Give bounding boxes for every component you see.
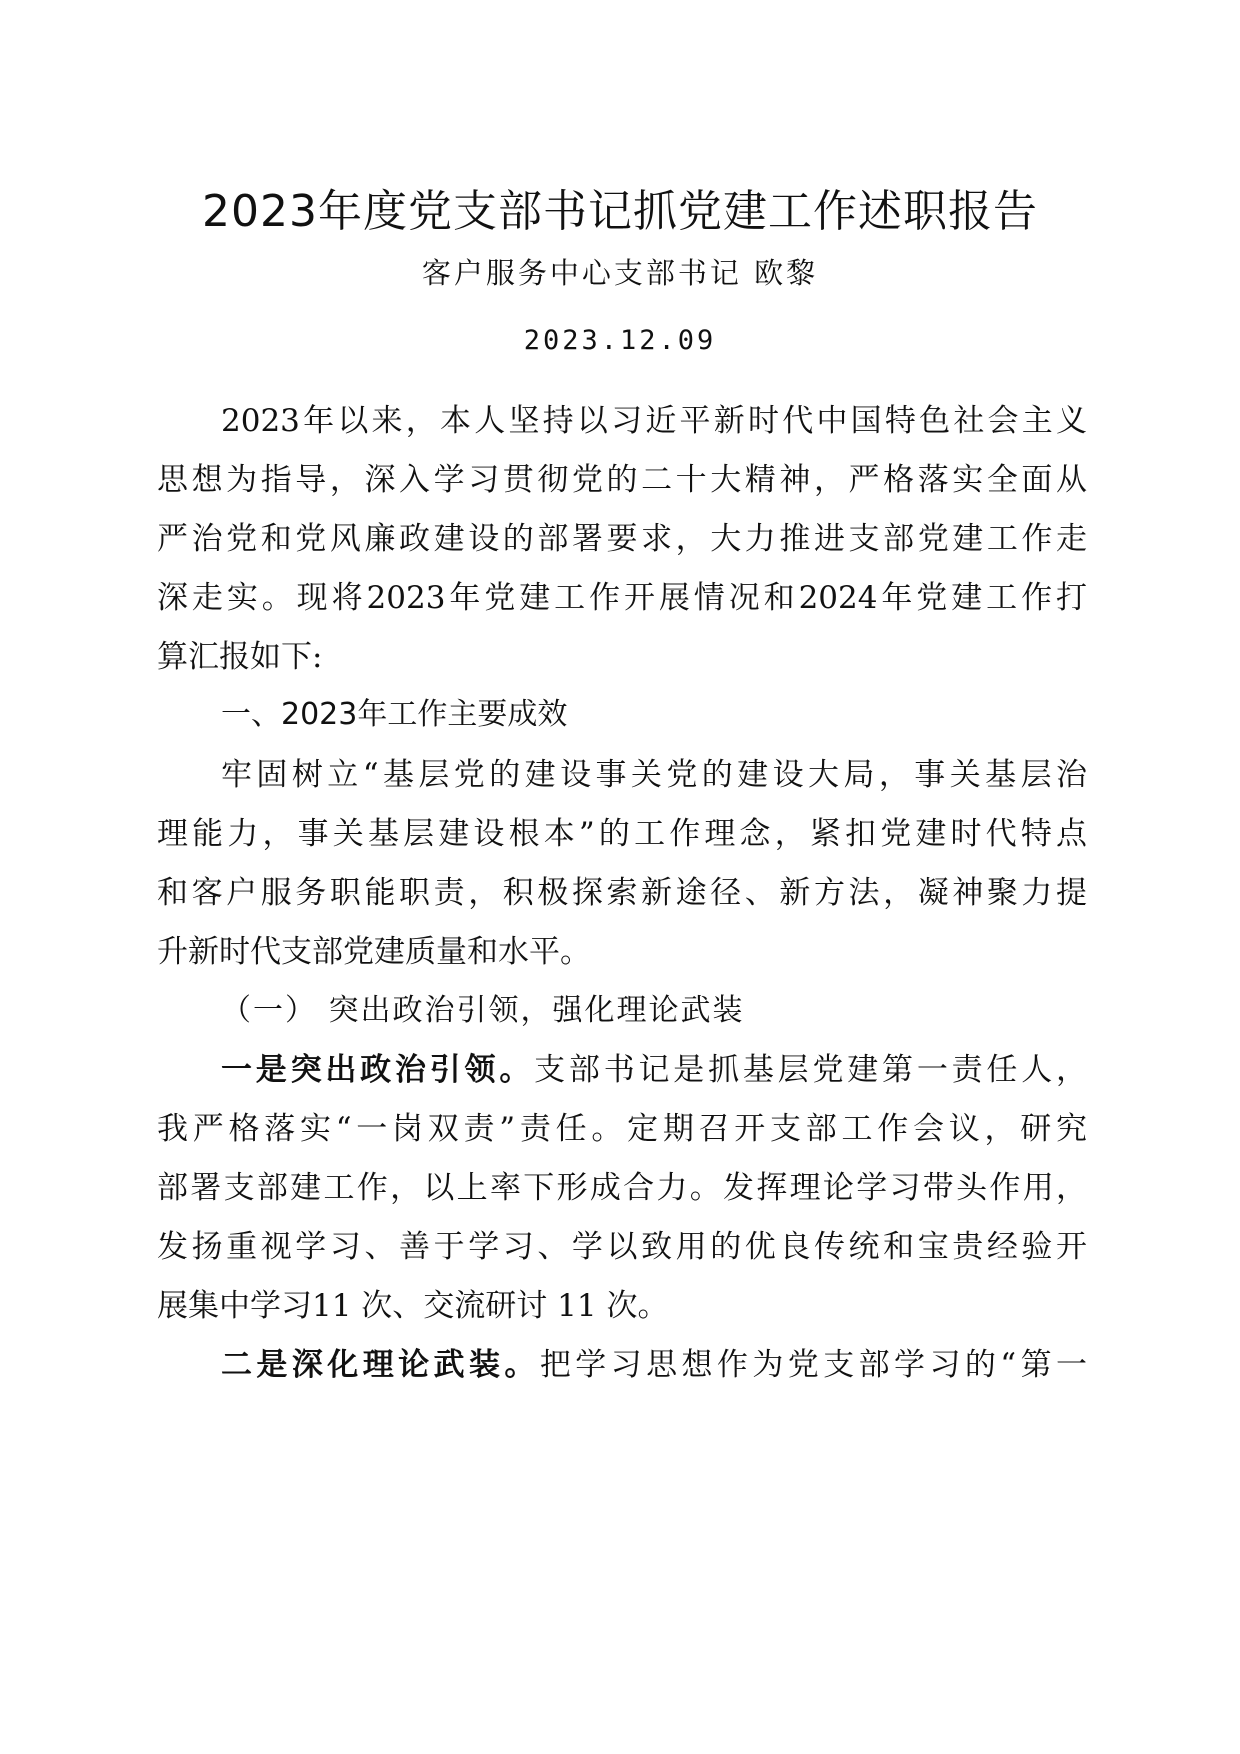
point-line: 部署支部建工作，以上率下形成合力。发挥理论学习带头作用， [157, 1170, 1087, 1206]
subsection-heading: （一） 突出政治引领，强化理论武装 [221, 993, 745, 1028]
point-text: 把学习思想作为党支部学习的“第一 [539, 1347, 1087, 1383]
section-line: 牢固树立“基层党的建设事关党的建设大局，事关基层治 [221, 757, 1087, 793]
section-line: 升新时代支部党建质量和水平。 [157, 934, 591, 970]
section-line: 和客户服务职能职责，积极探索新途径、新方法，凝神聚力提 [157, 875, 1087, 911]
document-title: 2023年度党支部书记抓党建工作述职报告 [202, 186, 1038, 237]
intro-line: 2023年以来，本人坚持以习近平新时代中国特色社会主义 [221, 403, 1087, 439]
intro-line: 严治党和党风廉政建设的部署要求，大力推进支部党建工作走 [157, 521, 1087, 557]
point-line [221, 1343, 1087, 1387]
intro-line: 思想为指导，深入学习贯彻党的二十大精神，严格落实全面从 [157, 462, 1087, 498]
point-lead: 一是突出政治引领。 [221, 1052, 535, 1088]
point-line [221, 1048, 1087, 1092]
section-line: 理能力，事关基层建设根本”的工作理念，紧扣党建时代特点 [157, 816, 1087, 852]
point-line: 我严格落实“一岗双责”责任。定期召开支部工作会议，研究 [157, 1111, 1087, 1147]
point-line: 展集中学习11 次、交流研讨 11 次。 [157, 1288, 669, 1324]
intro-line: 深走实。现将2023年党建工作开展情况和2024年党建工作打 [157, 580, 1087, 616]
intro-line: 算汇报如下: [157, 639, 323, 675]
point-line: 发扬重视学习、善于学习、学以致用的优良传统和宝贵经验开 [157, 1229, 1087, 1265]
point-lead: 二是深化理论武装。 [221, 1347, 540, 1383]
section-heading: 一、2023年工作主要成效 [221, 697, 568, 732]
author-line: 客户服务中心支部书记 欧黎 [421, 256, 819, 290]
report-date: 2023.12.09 [523, 325, 717, 356]
point-text: 支部书记是抓基层党建第一责任人， [534, 1052, 1087, 1088]
